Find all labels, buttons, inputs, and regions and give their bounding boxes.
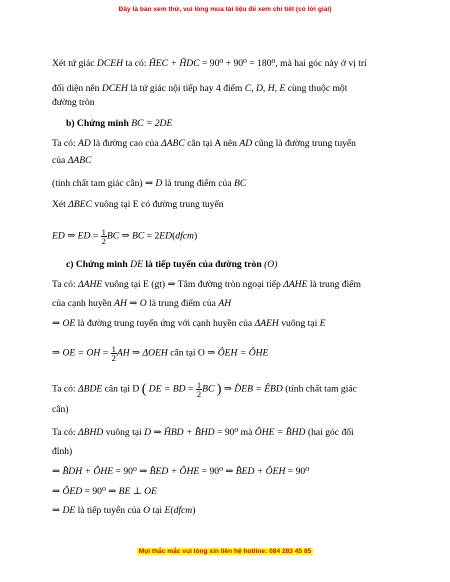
section-c-heading: c) Chứng minh DE là tiếp tuyến của đường tròn (O)	[66, 259, 278, 270]
text-line-11: Ta có: ΔAHE vuông tại E (gt) ⇒ Tâm đường tròn ngoại tiếp ΔAHE là trung điểm	[52, 279, 362, 290]
text-line-3: đường tròn	[52, 97, 95, 108]
text-line-17: Ta có: ΔBHD vuông tại D ⇒ ĤBD + B̂HD = 90⁰ mà ÔHE = B̂HD (hai góc đối	[52, 427, 354, 438]
text-line-12: của cạnh huyền AH ⇒ O là trung điểm của AH	[52, 298, 232, 309]
preview-notice-banner: Đây là bản xem thử, vui lòng mua tài liệu để xem chi tiết (có lời giải)	[118, 6, 332, 13]
text-line-2: đối diện nên DCEH là tứ giác nội tiếp hay 4 điểm C, D, H, E cùng thuộc một	[52, 83, 348, 94]
hotline-text: Mọi thắc mắc vui lòng xin liên hệ hotline: 084 283 45 85	[138, 548, 312, 555]
text-line-14: ⇒ OE = OH = $\frac{1}{2}$ AH ⇒ ΔOEH cân tại O ⇒ ÔEH = ÔHE	[52, 344, 269, 363]
text-line-9: ED ⇒ ED = $\frac{1}{2}$ BC ⇒ BC = 2ED(dfcm)	[52, 227, 198, 246]
text-line-13: ⇒ OE là đường trung tuyến ứng với cạnh huyền của ΔAEH vuông tại E	[52, 318, 326, 329]
text-line-18: đỉnh)	[52, 446, 73, 457]
hotline-footer-banner	[0, 548, 450, 555]
text-line-20: ⇒ ÔED = 90⁰ ⇒ BE ⊥ OE	[52, 486, 157, 497]
text-line-1: Xét tứ giác DCEH ta có: ĤEC + ĤDC = 90⁰ + 90⁰ = 180⁰, mà hai góc này ở vị trí	[52, 58, 367, 69]
text-line-8: Xét ΔBEC vuông tại E có đường trung tuyến	[52, 199, 224, 210]
text-line-5: Ta có: AD là đường cao của ΔABC cân tại A nên AD cũng là đường trung tuyến	[52, 138, 356, 149]
text-line-15: Ta có: ΔBDE cân tại D ( DE = BD = $\frac{1}{2}$ BC ) ⇒ D̂EB = ÊBD (tính chất tam giác	[52, 380, 357, 399]
text-line-6: của ΔABC	[52, 155, 92, 166]
text-line-21: ⇒ DE là tiếp tuyến của O tại E(dfcm)	[52, 505, 196, 516]
text-line-7: (tính chất tam giác cân) ⇒ D là trung điểm của BC	[52, 178, 247, 189]
text-line-16: cân)	[52, 404, 69, 415]
section-b-heading: b) Chứng minh BC = 2DE	[66, 118, 173, 129]
text-line-19: ⇒ B̂DH + ÔHE = 90⁰ ⇒ B̂ED + ÔHE = 90⁰ ⇒ B̂ED + ÔEH = 90⁰	[52, 466, 310, 477]
